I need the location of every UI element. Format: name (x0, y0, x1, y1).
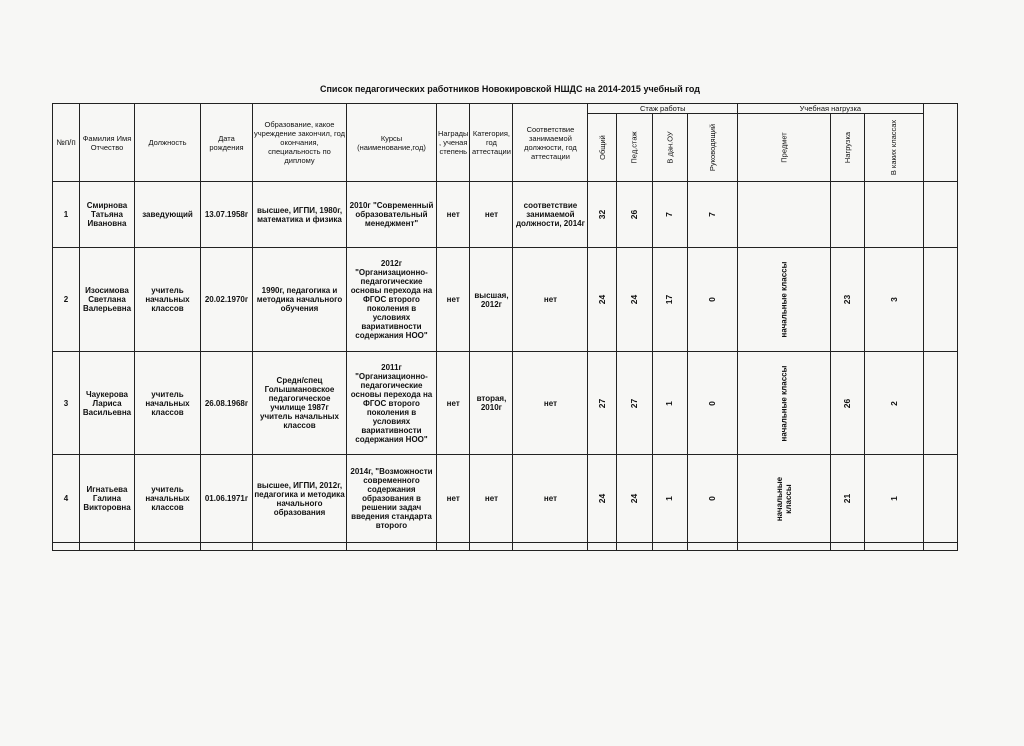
header-spare (923, 104, 957, 182)
row-courses: 2010г "Современный образовательный менеджмент" (347, 182, 437, 248)
row-conformity: нет (513, 352, 588, 455)
row-birth: 20.02.1970г (201, 248, 253, 352)
staff-table (52, 103, 1015, 551)
row-subject: начальные классы (738, 352, 831, 455)
row-exp-ou: 17 (652, 248, 687, 352)
header-name: Фамилия Имя Отчество (80, 104, 135, 182)
row-category: вторая, 2010г (470, 352, 513, 455)
row-awards: нет (437, 248, 470, 352)
header-exp-ou: В дан.ОУ (652, 114, 687, 182)
row-category: нет (470, 455, 513, 543)
row-conformity: нет (513, 248, 588, 352)
row-education: 1990г, педагогика и методика начального обучения (253, 248, 347, 352)
row-exp-ou: 7 (652, 182, 687, 248)
row-awards: нет (437, 455, 470, 543)
header-education: Образование, какое учреждение закончил, год окончания, специальность по диплому (253, 104, 347, 182)
row-birth: 26.08.1968г (201, 352, 253, 455)
row-subject (738, 182, 831, 248)
row-exp-total: 24 (588, 455, 617, 543)
row-classes: 3 (865, 248, 923, 352)
row-load: 23 (831, 248, 865, 352)
row-position: учитель начальных классов (135, 352, 201, 455)
header-birth: Дата рождения (201, 104, 253, 182)
row-exp-head: 7 (687, 182, 737, 248)
header-subject: Предмет (738, 114, 831, 182)
header-num: №п/п (53, 104, 80, 182)
row-subject: начальные классы (738, 455, 831, 543)
row-courses: 2014г, "Возможности современного содержания образования в решении задач введения стандарта второго (347, 455, 437, 543)
row-spare (923, 455, 957, 543)
row-name: Смирнова Татьяна Ивановна (80, 182, 135, 248)
row-exp-head: 0 (687, 455, 737, 543)
table-row (53, 455, 1015, 543)
row-name: Игнатьева Галина Викторовна (80, 455, 135, 543)
header-courses: Курсы (наименование,год) (347, 104, 437, 182)
row-exp-ou: 1 (652, 352, 687, 455)
row-awards: нет (437, 182, 470, 248)
row-exp-total: 32 (588, 182, 617, 248)
table-row (53, 352, 1015, 455)
row-classes: 1 (865, 455, 923, 543)
row-exp-ped: 26 (617, 182, 652, 248)
row-category: высшая, 2012г (470, 248, 513, 352)
row-classes (865, 182, 923, 248)
header-awards: Награды , ученая степень (437, 104, 470, 182)
row-courses: 2012г "Организационно-педагогические основы перехода на ФГОС второго поколения в условиях вариативности содержания НОО" (347, 248, 437, 352)
row-num: 2 (53, 248, 80, 352)
row-spare (923, 248, 957, 352)
table-row (53, 248, 1015, 352)
row-num: 3 (53, 352, 80, 455)
row-conformity: соответствие занимаемой должности, 2014г (513, 182, 588, 248)
row-birth: 01.06.1971г (201, 455, 253, 543)
row-load: 26 (831, 352, 865, 455)
row-num: 1 (53, 182, 80, 248)
row-exp-total: 24 (588, 248, 617, 352)
row-name: Чаукерова Лариса Васильевна (80, 352, 135, 455)
table-row (53, 182, 1015, 248)
header-exp-head: Руководящий (687, 114, 737, 182)
row-exp-ou: 1 (652, 455, 687, 543)
header-load: Нагрузка (831, 114, 865, 182)
header-exp-ped: Пед.стаж (617, 114, 652, 182)
header-conformity: Соответствие занимаемой должности, год аттестации (513, 104, 588, 182)
row-exp-ped: 24 (617, 455, 652, 543)
row-load (831, 182, 865, 248)
row-num: 4 (53, 455, 80, 543)
row-load: 21 (831, 455, 865, 543)
row-exp-ped: 24 (617, 248, 652, 352)
row-subject: начальные классы (738, 248, 831, 352)
row-education: высшее, ИГПИ, 2012г, педагогика и методика начального образования (253, 455, 347, 543)
row-courses: 2011г "Организационно-педагогические основы перехода на ФГОС второго поколения в условиях вариативности содержания НОО" (347, 352, 437, 455)
row-awards: нет (437, 352, 470, 455)
row-exp-head: 0 (687, 352, 737, 455)
row-education: высшее, ИГПИ, 1980г, математика и физика (253, 182, 347, 248)
row-education: Средн/спец Голышмановское педагогическое училище 1987г учитель начальных классов (253, 352, 347, 455)
document-title: Список педагогических работников Новокировской НШДС на 2014-2015 учебный год (320, 84, 700, 94)
row-classes: 2 (865, 352, 923, 455)
row-position: учитель начальных классов (135, 248, 201, 352)
row-position: учитель начальных классов (135, 455, 201, 543)
row-spare (923, 182, 957, 248)
row-category: нет (470, 182, 513, 248)
header-classes: В каких классах (865, 114, 923, 182)
header-category: Категория, год аттестации (470, 104, 513, 182)
row-exp-total: 27 (588, 352, 617, 455)
header-position: Должность (135, 104, 201, 182)
row-conformity: нет (513, 455, 588, 543)
row-position: заведующий (135, 182, 201, 248)
table-row-empty (53, 543, 1015, 551)
header-load-group: Учебная нагрузка (738, 104, 924, 114)
row-name: Изосимова Светлана Валерьевна (80, 248, 135, 352)
row-birth: 13.07.1958г (201, 182, 253, 248)
header-experience-group: Стаж работы (588, 104, 738, 114)
row-exp-head: 0 (687, 248, 737, 352)
row-exp-ped: 27 (617, 352, 652, 455)
row-spare (923, 352, 957, 455)
header-exp-total: Общий (588, 114, 617, 182)
